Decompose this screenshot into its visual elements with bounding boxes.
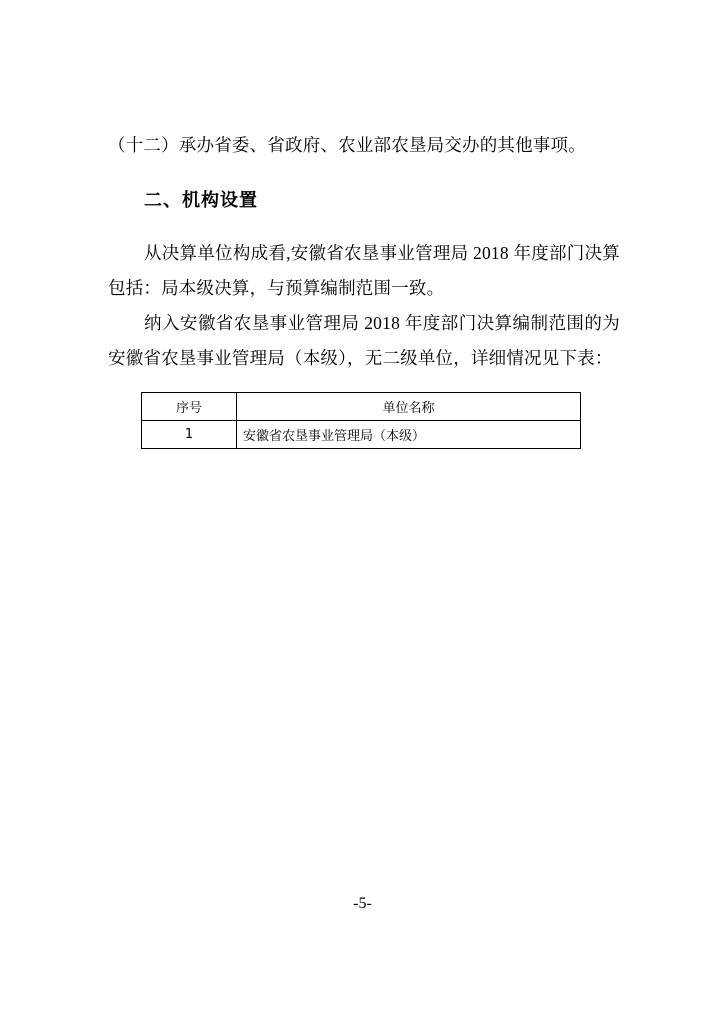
table-header-no: 序号	[142, 393, 237, 421]
table-header-unit-name: 单位名称	[237, 393, 581, 421]
paragraph-composition: 从决算单位构成看,安徽省农垦事业管理局 2018 年度部门决算包括：局本级决算，与预算编制范围一致。	[108, 243, 620, 298]
unit-table-head	[142, 393, 581, 421]
table-row	[142, 421, 581, 449]
cell-row-no: 1	[142, 421, 237, 449]
paragraph-item-twelve: （十二）承办省委、省政府、农业部农垦局交办的其他事项。	[108, 135, 586, 155]
page-content	[108, 128, 620, 449]
section-heading-organization: 二、机构设置	[144, 190, 258, 211]
paragraph-scope: 纳入安徽省农垦事业管理局 2018 年度部门决算编制范围的为安徽省农垦事业管理局（本级），无二级单位，详细情况见下表：	[108, 313, 620, 368]
unit-table-body	[142, 421, 581, 449]
table-header-row	[142, 393, 581, 421]
unit-table	[141, 392, 581, 449]
cell-unit-name: 安徽省农垦事业管理局（本级）	[237, 421, 581, 449]
unit-table-wrapper	[141, 392, 581, 449]
page-number: -5-	[353, 895, 372, 912]
